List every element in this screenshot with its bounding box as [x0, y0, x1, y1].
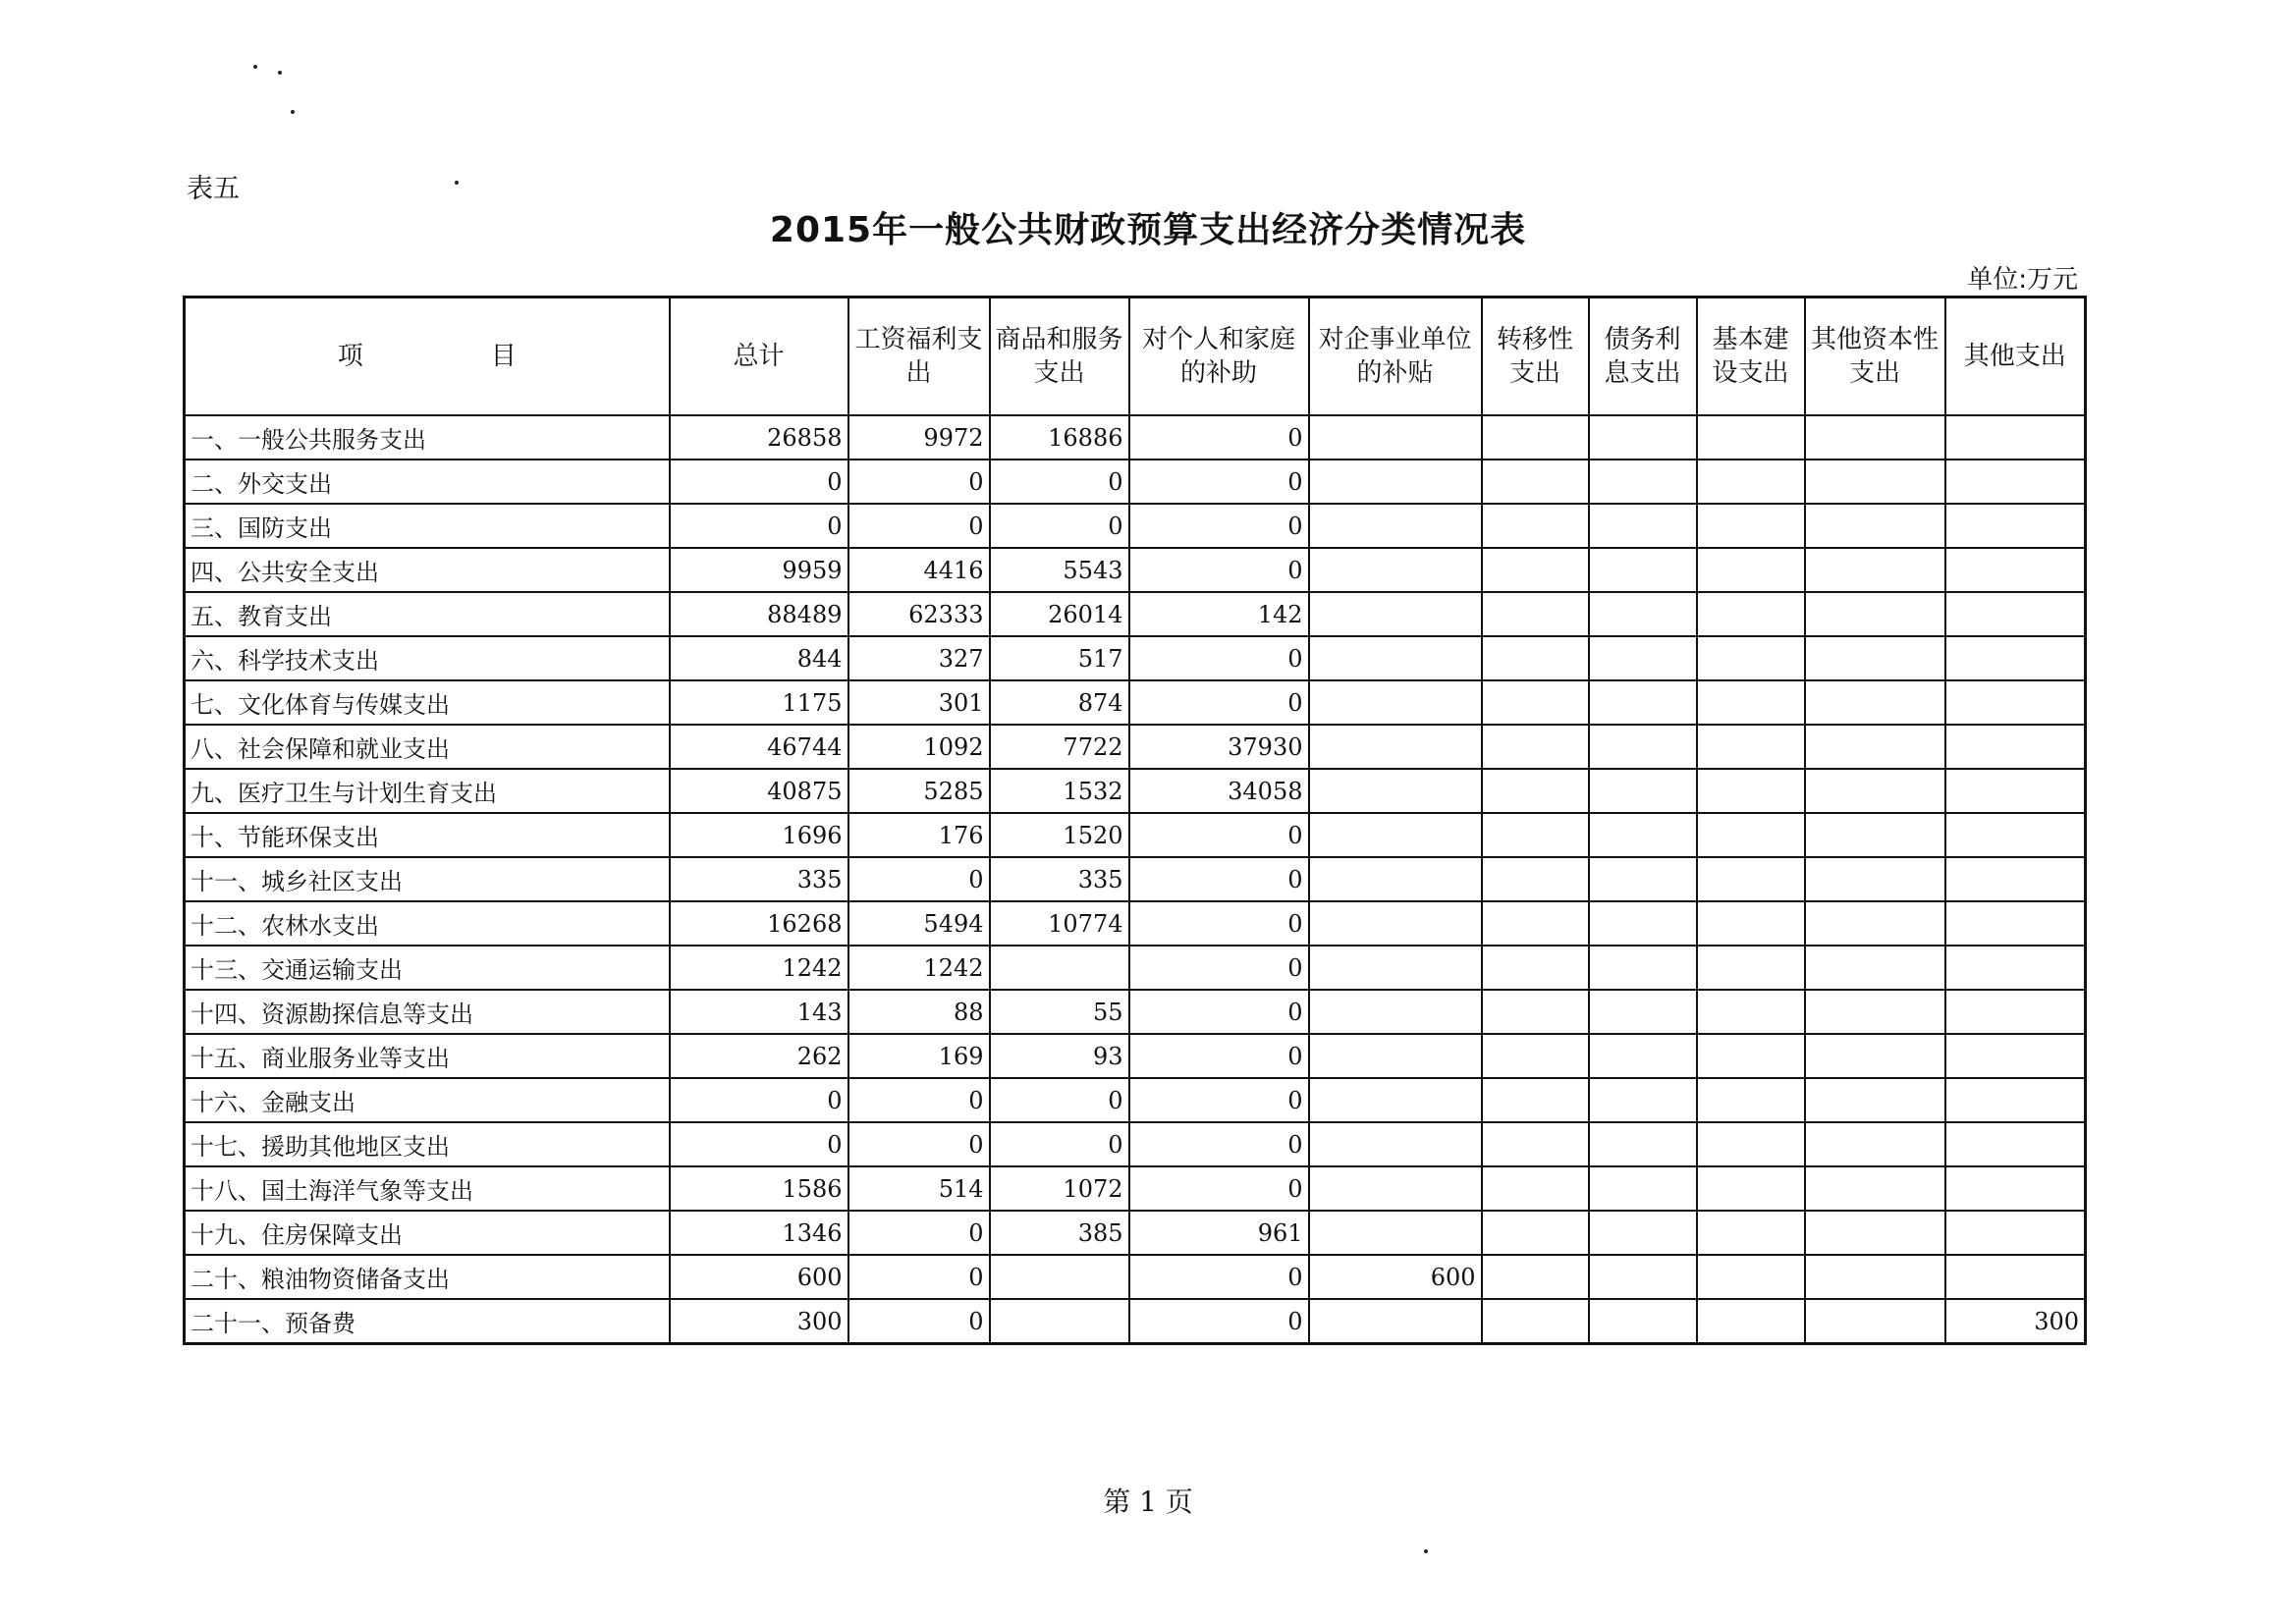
table-cell — [1482, 1078, 1589, 1122]
table-cell: 1346 — [670, 1211, 848, 1255]
table-cell — [1697, 415, 1805, 460]
row-label: 十三、交通运输支出 — [185, 946, 670, 990]
table-cell: 0 — [848, 1211, 990, 1255]
table-row — [185, 857, 2086, 901]
table-cell — [1482, 1122, 1589, 1166]
row-label: 十八、国土海洋气象等支出 — [185, 1166, 670, 1211]
table-cell — [1589, 1078, 1697, 1122]
row-label: 六、科学技术支出 — [185, 636, 670, 680]
table-row — [185, 592, 2086, 636]
table-cell — [990, 1299, 1129, 1344]
table-cell — [1697, 1122, 1805, 1166]
table-cell — [1309, 415, 1482, 460]
table-cell: 0 — [1129, 415, 1309, 460]
row-label: 七、文化体育与传媒支出 — [185, 680, 670, 725]
table-cell — [1945, 1122, 2086, 1166]
table-cell: 0 — [1129, 504, 1309, 548]
table-cell — [1589, 1211, 1697, 1255]
table-cell: 0 — [1129, 636, 1309, 680]
table-cell — [1945, 1078, 2086, 1122]
table-cell — [1309, 1122, 1482, 1166]
table-cell: 1532 — [990, 769, 1129, 813]
table-cell: 0 — [848, 1122, 990, 1166]
table-cell — [1945, 725, 2086, 769]
table-cell — [1482, 1034, 1589, 1078]
table-cell: 514 — [848, 1166, 990, 1211]
table-cell — [1805, 460, 1945, 504]
table-cell — [1945, 636, 2086, 680]
table-cell — [1945, 813, 2086, 857]
table-row — [185, 1078, 2086, 1122]
table-cell — [1697, 1078, 1805, 1122]
table-cell — [1945, 1211, 2086, 1255]
row-label: 二十一、预备费 — [185, 1299, 670, 1344]
table-cell — [1482, 725, 1589, 769]
table-cell: 4416 — [848, 548, 990, 592]
table-cell: 176 — [848, 813, 990, 857]
table-row — [185, 990, 2086, 1034]
table-cell: 327 — [848, 636, 990, 680]
table-cell: 55 — [990, 990, 1129, 1034]
table-cell — [1805, 946, 1945, 990]
table-cell: 143 — [670, 990, 848, 1034]
table-cell: 169 — [848, 1034, 990, 1078]
table-cell: 600 — [1309, 1255, 1482, 1299]
table-cell: 16886 — [990, 415, 1129, 460]
table-row — [185, 1034, 2086, 1078]
table-body — [185, 415, 2086, 1344]
table-cell: 0 — [1129, 460, 1309, 504]
table-cell: 1092 — [848, 725, 990, 769]
table-row — [185, 1255, 2086, 1299]
table-cell: 1520 — [990, 813, 1129, 857]
table-cell — [1945, 415, 2086, 460]
table-row — [185, 1299, 2086, 1344]
table-row — [185, 680, 2086, 725]
table-cell — [1309, 1034, 1482, 1078]
table-cell: 93 — [990, 1034, 1129, 1078]
scan-speck — [278, 71, 282, 75]
table-cell — [1805, 1122, 1945, 1166]
table-cell — [1309, 1078, 1482, 1122]
table-cell: 34058 — [1129, 769, 1309, 813]
table-cell: 0 — [1129, 813, 1309, 857]
scan-speck — [253, 65, 257, 69]
row-label: 二、外交支出 — [185, 460, 670, 504]
table-cell — [1697, 1166, 1805, 1211]
table-cell: 10774 — [990, 901, 1129, 946]
table-cell — [1482, 946, 1589, 990]
table-cell: 0 — [1129, 548, 1309, 592]
table-cell: 16268 — [670, 901, 848, 946]
table-row — [185, 769, 2086, 813]
table-cell — [1589, 1166, 1697, 1211]
table-cell — [1945, 769, 2086, 813]
table-cell — [1589, 1299, 1697, 1344]
table-cell — [1697, 1255, 1805, 1299]
table-cell — [1589, 415, 1697, 460]
table-cell: 385 — [990, 1211, 1129, 1255]
table-cell — [1945, 857, 2086, 901]
table-cell — [1482, 1255, 1589, 1299]
table-cell: 961 — [1129, 1211, 1309, 1255]
table-cell: 1242 — [670, 946, 848, 990]
table-cell: 301 — [848, 680, 990, 725]
table-cell: 1696 — [670, 813, 848, 857]
table-row — [185, 901, 2086, 946]
column-header: 债务利息支出 — [1589, 298, 1697, 416]
table-cell — [1589, 636, 1697, 680]
table-cell — [1482, 460, 1589, 504]
table-cell — [1482, 769, 1589, 813]
row-label: 四、公共安全支出 — [185, 548, 670, 592]
table-row — [185, 1166, 2086, 1211]
table-cell — [1805, 1078, 1945, 1122]
table-cell — [1482, 990, 1589, 1034]
table-cell — [1482, 1299, 1589, 1344]
table-cell — [1805, 769, 1945, 813]
column-header: 商品和服务支出 — [990, 298, 1129, 416]
table-row — [185, 548, 2086, 592]
table-cell: 335 — [990, 857, 1129, 901]
table-label: 表五 — [187, 174, 240, 204]
table-cell — [1589, 946, 1697, 990]
table-row — [185, 460, 2086, 504]
table-cell: 0 — [1129, 680, 1309, 725]
table-cell — [1945, 592, 2086, 636]
column-header: 对企事业单位的补贴 — [1309, 298, 1482, 416]
table-cell — [1945, 1255, 2086, 1299]
row-label: 十、节能环保支出 — [185, 813, 670, 857]
table-cell: 0 — [670, 1078, 848, 1122]
row-label: 十五、商业服务业等支出 — [185, 1034, 670, 1078]
row-label: 十四、资源勘探信息等支出 — [185, 990, 670, 1034]
row-label: 九、医疗卫生与计划生育支出 — [185, 769, 670, 813]
table-cell: 88489 — [670, 592, 848, 636]
table-cell: 0 — [848, 1078, 990, 1122]
table-cell: 517 — [990, 636, 1129, 680]
table-cell — [1945, 1166, 2086, 1211]
table-cell — [1805, 415, 1945, 460]
table-cell — [1697, 636, 1805, 680]
table-cell: 7722 — [990, 725, 1129, 769]
table-cell: 0 — [990, 1078, 1129, 1122]
table-cell — [1589, 857, 1697, 901]
table-cell — [1805, 680, 1945, 725]
table-cell — [1945, 946, 2086, 990]
table-cell: 1586 — [670, 1166, 848, 1211]
table-cell: 0 — [848, 857, 990, 901]
table-cell — [1309, 592, 1482, 636]
expenditure-table — [183, 296, 2087, 1345]
table-cell: 0 — [1129, 946, 1309, 990]
table-cell — [1805, 1211, 1945, 1255]
row-label: 十二、农林水支出 — [185, 901, 670, 946]
table-cell — [1309, 460, 1482, 504]
table-cell — [1309, 857, 1482, 901]
table-cell — [1482, 548, 1589, 592]
table-cell — [1589, 725, 1697, 769]
table-cell: 46744 — [670, 725, 848, 769]
table-cell — [1482, 813, 1589, 857]
table-cell: 37930 — [1129, 725, 1309, 769]
table-cell — [1805, 990, 1945, 1034]
table-cell: 0 — [1129, 1299, 1309, 1344]
header-row — [185, 298, 2086, 416]
table-cell — [1945, 1034, 2086, 1078]
table-cell — [1309, 990, 1482, 1034]
table-cell — [1589, 1034, 1697, 1078]
table-cell — [1805, 548, 1945, 592]
scan-speck — [291, 110, 295, 114]
table-cell: 0 — [990, 1122, 1129, 1166]
table-cell — [1589, 548, 1697, 592]
row-label: 五、教育支出 — [185, 592, 670, 636]
row-label: 八、社会保障和就业支出 — [185, 725, 670, 769]
table-cell — [1945, 460, 2086, 504]
scan-speck — [455, 181, 459, 185]
table-cell: 1242 — [848, 946, 990, 990]
table-cell — [1945, 901, 2086, 946]
table-cell: 5285 — [848, 769, 990, 813]
table-cell: 5494 — [848, 901, 990, 946]
table-cell — [1805, 636, 1945, 680]
table-cell: 9959 — [670, 548, 848, 592]
table-cell — [1805, 592, 1945, 636]
row-label: 十九、住房保障支出 — [185, 1211, 670, 1255]
table-cell — [1805, 813, 1945, 857]
table-cell: 26858 — [670, 415, 848, 460]
table-cell: 300 — [1945, 1299, 2086, 1344]
table-cell: 9972 — [848, 415, 990, 460]
table-cell — [1309, 1211, 1482, 1255]
table-cell — [1945, 680, 2086, 725]
table-cell: 88 — [848, 990, 990, 1034]
table-cell — [1697, 592, 1805, 636]
table-cell — [1697, 504, 1805, 548]
table-cell: 40875 — [670, 769, 848, 813]
table-cell — [1589, 901, 1697, 946]
table-cell: 0 — [1129, 1034, 1309, 1078]
column-header: 工资福利支出 — [848, 298, 990, 416]
table-cell: 600 — [670, 1255, 848, 1299]
table-cell — [1309, 1299, 1482, 1344]
table-cell: 0 — [990, 504, 1129, 548]
table-cell — [1697, 990, 1805, 1034]
table-cell: 874 — [990, 680, 1129, 725]
table-cell: 0 — [990, 460, 1129, 504]
table-cell — [1697, 901, 1805, 946]
table-cell — [1589, 1255, 1697, 1299]
table-cell: 0 — [848, 1255, 990, 1299]
table-cell — [1805, 1255, 1945, 1299]
table-row — [185, 415, 2086, 460]
table-cell: 0 — [1129, 857, 1309, 901]
table-cell — [1482, 901, 1589, 946]
table-row — [185, 946, 2086, 990]
table-cell: 0 — [848, 1299, 990, 1344]
table-cell: 142 — [1129, 592, 1309, 636]
table-cell — [1482, 857, 1589, 901]
table-cell: 1175 — [670, 680, 848, 725]
table-cell: 0 — [670, 1122, 848, 1166]
table-cell — [1945, 548, 2086, 592]
table-cell — [1482, 680, 1589, 725]
column-header: 转移性支出 — [1482, 298, 1589, 416]
table-cell — [1309, 504, 1482, 548]
table-row — [185, 504, 2086, 548]
table-cell: 300 — [670, 1299, 848, 1344]
table-cell — [1805, 725, 1945, 769]
table-cell: 0 — [1129, 1255, 1309, 1299]
table-cell — [1589, 769, 1697, 813]
row-label: 三、国防支出 — [185, 504, 670, 548]
table-cell — [1309, 725, 1482, 769]
table-cell — [1697, 769, 1805, 813]
table-row — [185, 636, 2086, 680]
table-cell: 0 — [670, 460, 848, 504]
table-cell — [1697, 813, 1805, 857]
table-cell — [1309, 946, 1482, 990]
table-cell: 26014 — [990, 592, 1129, 636]
row-label: 一、一般公共服务支出 — [185, 415, 670, 460]
table-cell: 0 — [848, 460, 990, 504]
table-cell — [1697, 548, 1805, 592]
table-cell — [1589, 592, 1697, 636]
unit-label: 单位:万元 — [1967, 265, 2078, 295]
column-header: 其他资本性支出 — [1805, 298, 1945, 416]
table-cell: 0 — [1129, 1122, 1309, 1166]
table-cell — [1945, 990, 2086, 1034]
column-header: 对个人和家庭的补助 — [1129, 298, 1309, 416]
table-cell — [1309, 680, 1482, 725]
table-cell: 0 — [848, 504, 990, 548]
table-cell — [1309, 769, 1482, 813]
table-row — [185, 1122, 2086, 1166]
table-cell — [1697, 946, 1805, 990]
column-header: 其他支出 — [1945, 298, 2086, 416]
table-row — [185, 813, 2086, 857]
table-row — [185, 1211, 2086, 1255]
table-cell: 844 — [670, 636, 848, 680]
table-cell: 0 — [670, 504, 848, 548]
table-cell — [1805, 1166, 1945, 1211]
table-cell — [1805, 901, 1945, 946]
table-cell — [1482, 1166, 1589, 1211]
table-cell — [1697, 1034, 1805, 1078]
row-label: 十六、金融支出 — [185, 1078, 670, 1122]
table-cell — [1589, 990, 1697, 1034]
table-cell — [1309, 1166, 1482, 1211]
column-header: 基本建设支出 — [1697, 298, 1805, 416]
table-cell — [1697, 1211, 1805, 1255]
row-label: 十一、城乡社区支出 — [185, 857, 670, 901]
table-cell: 1072 — [990, 1166, 1129, 1211]
table-cell — [1697, 460, 1805, 504]
table-cell — [1482, 636, 1589, 680]
table-cell: 62333 — [848, 592, 990, 636]
row-label: 二十、粮油物资储备支出 — [185, 1255, 670, 1299]
table-cell: 335 — [670, 857, 848, 901]
table-cell — [1589, 504, 1697, 548]
column-header: 总计 — [670, 298, 848, 416]
table-cell — [1805, 1299, 1945, 1344]
row-label: 十七、援助其他地区支出 — [185, 1122, 670, 1166]
table-cell: 262 — [670, 1034, 848, 1078]
table-cell — [1309, 636, 1482, 680]
table-cell: 0 — [1129, 990, 1309, 1034]
table-cell — [1482, 1211, 1589, 1255]
table-cell: 0 — [1129, 1078, 1309, 1122]
table-cell — [1697, 857, 1805, 901]
table-cell — [1805, 1034, 1945, 1078]
table-cell — [1309, 813, 1482, 857]
table-cell — [1697, 1299, 1805, 1344]
table-cell — [1589, 813, 1697, 857]
table-cell — [1309, 901, 1482, 946]
table-cell: 0 — [1129, 1166, 1309, 1211]
table-cell — [1805, 857, 1945, 901]
table-cell: 0 — [1129, 901, 1309, 946]
table-cell — [1309, 548, 1482, 592]
table-cell — [1589, 460, 1697, 504]
table-cell: 5543 — [990, 548, 1129, 592]
table-cell — [990, 946, 1129, 990]
table-row — [185, 725, 2086, 769]
page-title: 2015年一般公共财政预算支出经济分类情况表 — [769, 210, 1527, 250]
scan-speck — [1424, 1549, 1428, 1553]
table-cell — [990, 1255, 1129, 1299]
table-cell — [1945, 504, 2086, 548]
table-cell — [1697, 725, 1805, 769]
table-cell — [1697, 680, 1805, 725]
table-cell — [1482, 592, 1589, 636]
page-number: 第 1 页 — [1103, 1486, 1193, 1518]
table-cell — [1482, 415, 1589, 460]
table-cell — [1589, 1122, 1697, 1166]
table-cell — [1805, 504, 1945, 548]
table-cell — [1482, 504, 1589, 548]
column-header-item: 项 目 — [185, 298, 670, 416]
table-cell — [1589, 680, 1697, 725]
